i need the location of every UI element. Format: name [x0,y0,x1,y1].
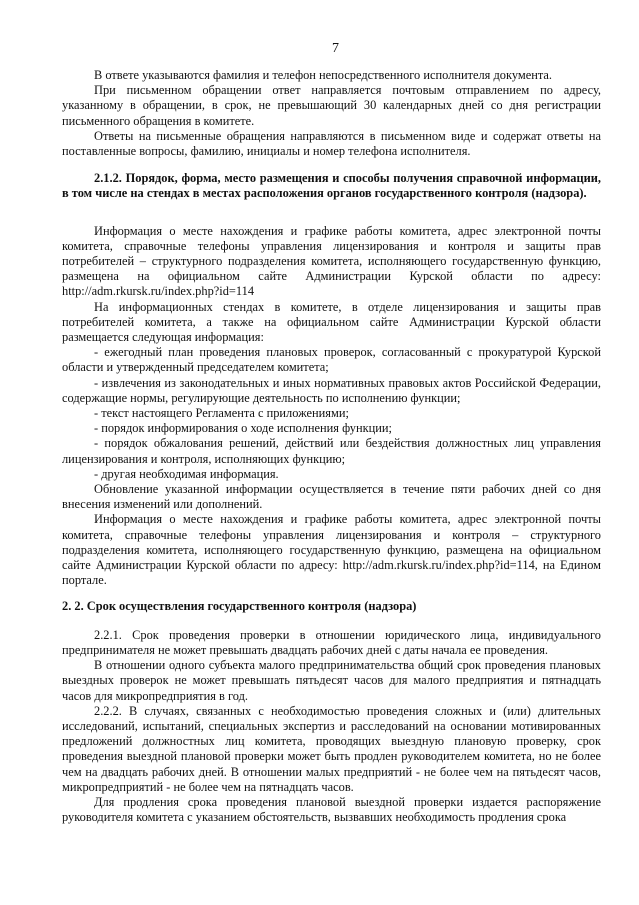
list-item: - другая необходимая информация. [94,466,279,481]
paragraph-info-update: Обновление указанной информации осуществляется в течение пяти рабочих дней со дня внесения изменений или дополнений. [62,482,601,512]
paragraph-response-details: В ответе указываются фамилия и телефон непосредственного исполнителя документа. [94,68,552,82]
paragraph-committee-location-info-portal: Информация о месте нахождения и графике работы комитета, адрес электронной почты комитета, справочные телефоны управления лицензирования и контроля – структурного подразделения комитета, исполняющего государственную функцию, размещена на официальном сайте Администрации Курской области по адресу: http://adm.rkursk.ru/index.php?id=114, на Едином портале. [62,512,601,588]
section-heading-2-1-2: 2.1.2. Порядок, форма, место размещения и способы получения справочной информации, в том числе на стендах в местах расположения органов государственного контроля (надзора). [62,171,601,201]
paragraph-written-request-reply: При письменном обращении ответ направляется почтовым отправлением по адресу, указанному в обращении, в срок, не превышающий 30 календарных дней со дня регистрации письменного обращения в комитете. [62,83,601,128]
section-heading-2-2: 2. 2. Срок осуществления государственного контроля (надзора) [62,598,417,613]
paragraph-info-stands: На информационных стендах в комитете, в отделе лицензирования и защиты прав потребителей комитета, а также на официальном сайте Администрации Курской области размещается следующая информация: [62,299,601,345]
document-body [62,68,601,825]
paragraph-written-replies-content: Ответы на письменные обращения направляются в письменном виде и содержат ответы на поставленные вопросы, фамилию, инициалы и номер телефона исполнителя. [62,128,601,159]
paragraph-inspection-period: 2.2.1. Срок проведения проверки в отношении юридического лица, индивидуального предпринимателя не может превышать двадцать рабочих дней с даты начала ее проведения. [62,627,601,657]
list-item: - извлечения из законодательных и иных нормативных правовых актов Российской Федерации, содержащие нормы, регулирующие деятельность по исполнению функции; [62,375,601,405]
paragraph-committee-location-info: Информация о месте нахождения и графике работы комитета, адрес электронной почты комитета, справочные телефоны управления лицензирования и контроля и защиты прав потребителей – структурного подразделения комитета, исполняющего государственную функцию, размещена на официальном сайте Администрации Курской области по адресу: http://adm.rkursk.ru/index.php?id=114 [62,223,601,299]
paragraph-extension-order: Для продления срока проведения плановой выездной проверки издается распоряжение руководителя комитета с указанием обстоятельств, вызвавших необходимость продления срока [62,794,601,825]
list-item: - порядок информирования о ходе исполнения функции; [94,421,392,436]
list-item: - порядок обжалования решений, действий или бездействия должностных лиц управления лицензирования и контроля, исполняющих функцию; [62,436,601,466]
page-number: 7 [332,41,339,56]
list-item: - ежегодный план проведения плановых проверок, согласованный с прокуратурой Курской области и утвержденный председателем комитета; [62,345,601,375]
paragraph-extension-cases: 2.2.2. В случаях, связанных с необходимостью проведения сложных и (или) длительных исследований, испытаний, специальных экспертиз и расследований на основании мотивированных предложений должностных лиц комитета, проводящих выездную плановую проверку, срок проведения выездной плановой проверки может быть продлен руководителем комитета, но не более чем на двадцать рабочих дней. В отношении малых предприятий - не более чем на пятьдесят часов, микропредприятий - не более чем на пятнадцать часов. [62,703,601,794]
paragraph-small-business-period: В отношении одного субъекта малого предпринимательства общий срок проведения плановых выездных проверок не может превышать пятьдесят часов для малого предприятия и пятнадцать часов для микропредприятия в год. [62,658,601,703]
list-item: - текст настоящего Регламента с приложениями; [94,406,349,421]
